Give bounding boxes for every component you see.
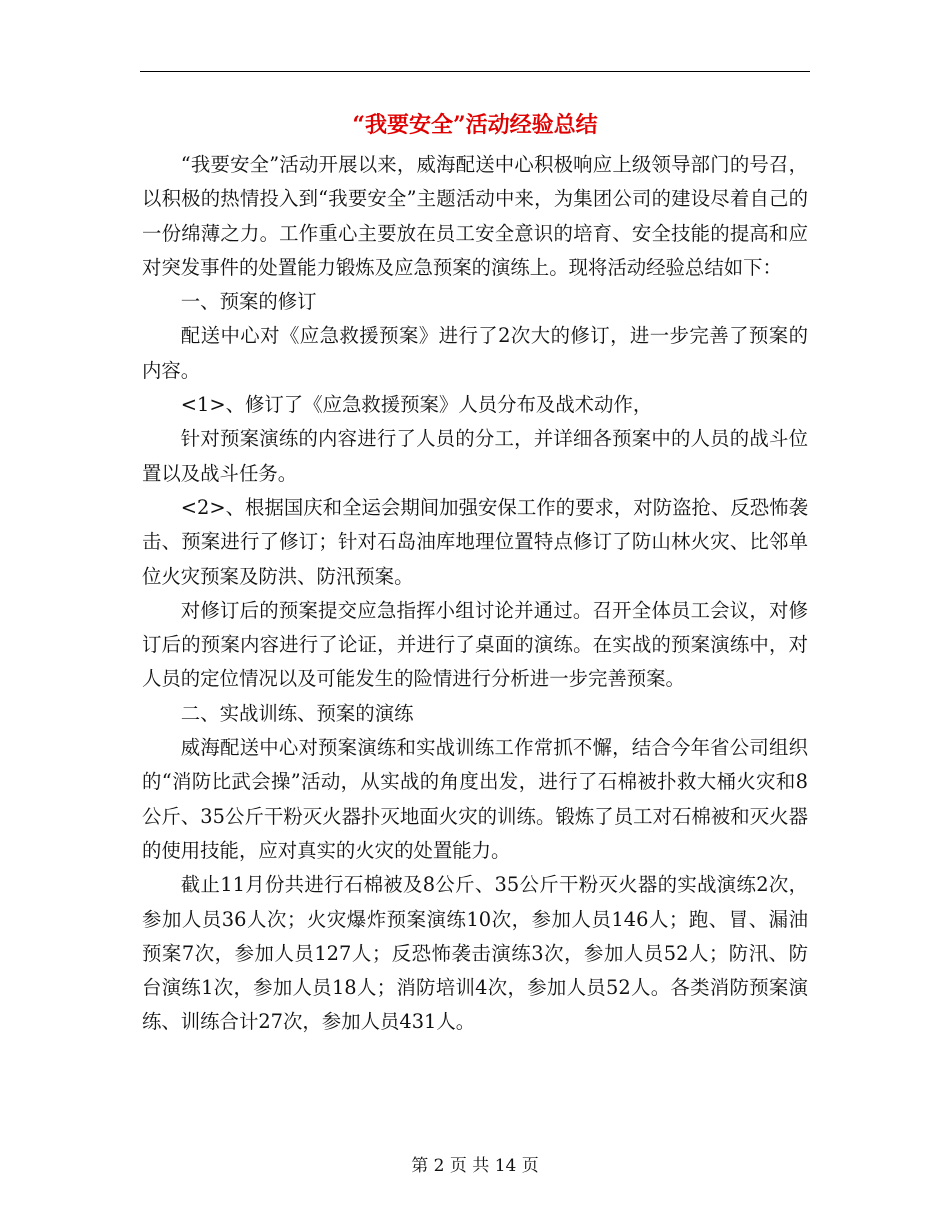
header-rule: [140, 71, 810, 72]
paragraph-intro: “我要安全”活动开展以来，威海配送中心积极响应上级领导部门的号召，以积极的热情投入到“我要安全”主题活动中来，为集团公司的建设尽着自己的一份绵薄之力。工作重心主要放在员工安全意识的培育、安全技能的提高和应对突发事件的处置能力锻炼及应急预案的演练上。现将活动经验总结如下：: [142, 153, 808, 279]
document-title: “我要安全”活动经验总结: [352, 112, 598, 138]
paragraph-review-approval: 对修订后的预案提交应急指挥小组讨论并通过。召开全体员工会议，对修订后的预案内容进行了论证，并进行了桌面的演练。在实战的预案演练中，对人员的定位情况以及可能发生的险情进行分析进一步完善预案。: [142, 598, 808, 691]
paragraph-drill-statistics: 截止11月份共进行石棉被及8公斤、35公斤干粉灭火器的实战演练2次，参加人员36人次；火灾爆炸预案演练10次，参加人员146人；跑、冒、漏油预案7次，参加人员127人；反恐怖袭击演练3次，参加人员52人；防汛、防台演练1次，参加人员18人；消防培训4次，参加人员52人。各类消防预案演练、训练合计27次，参加人员431人。: [142, 873, 808, 1034]
paragraph-drill-training: 威海配送中心对预案演练和实战训练工作常抓不懈，结合今年省公司组织的“消防比武会操”活动，从实战的角度出发，进行了石棉被扑救大桶火灾和8公斤、35公斤干粉灭火器扑灭地面火灾的训练。锻炼了员工对石棉被和灭火器的使用技能，应对真实的火灾的处置能力。: [142, 736, 808, 862]
paragraph-staff-assignment: 针对预案演练的内容进行了人员的分工，并详细各预案中的人员的战斗位置以及战斗任务。: [142, 427, 808, 485]
paragraph-revision-item-1: <1>、修订了《应急救援预案》人员分布及战术动作，: [180, 393, 653, 417]
page-number: 第 2 页 共 14 页: [411, 1156, 539, 1176]
paragraph-revision-item-2: <2>、根据国庆和全运会期间加强安保工作的要求，对防盗抢、反恐怖袭击、预案进行了修订；针对石岛油库地理位置特点修订了防山林火灾、比邻单位火灾预案及防洪、防汛预案。: [142, 495, 808, 588]
paragraph-revision-summary: 配送中心对《应急救援预案》进行了2次大的修订，进一步完善了预案的内容。: [142, 324, 808, 382]
section-heading-drills: 二、实战训练、预案的演练: [180, 701, 414, 725]
section-heading-plan-revision: 一、预案的修订: [180, 290, 317, 314]
document-body: [142, 148, 808, 1040]
